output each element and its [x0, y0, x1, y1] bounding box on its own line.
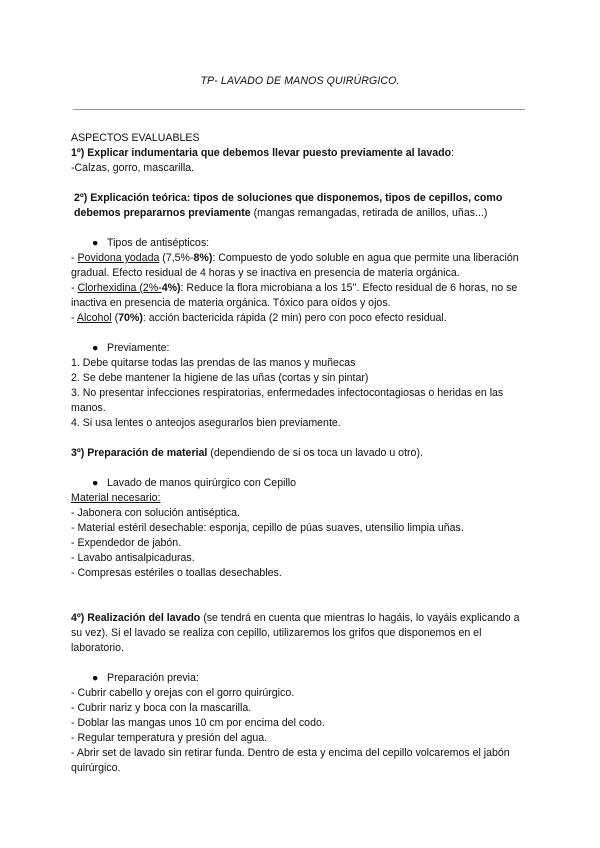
bullet-icon: ●	[92, 342, 99, 354]
document-body	[71, 131, 533, 776]
list-item: - Abrir set de lavado sin retirar funda. Dentro de esta y encima del cepillo volcaremos el jabón quirúrgico.	[71, 747, 510, 774]
bullet-previously: ● Previamente:	[92, 342, 170, 354]
section-2-heading	[71, 191, 533, 221]
material-label: Material necesario:	[71, 492, 161, 504]
list-item: - Cubrir cabello y orejas con el gorro quirúrgico.	[71, 687, 295, 699]
list-item: 3. No presentar infecciones respiratorias, enfermedades infectocontagiosas o heridas en las manos.	[71, 387, 504, 414]
bullet-icon: ●	[92, 477, 99, 489]
section-4-paren: (se tendrá en cuenta que mientras lo hagáis, lo vayáis explicando a su vez). Si el lavado se realiza con cepillo, utilizaremos los grifos que disponemos en el laboratorio.	[71, 612, 520, 654]
list-item: 2. Se debe mantener la higiene de las uñas (cortas y sin pintar)	[71, 372, 369, 384]
section-1-line: -Calzas, gorro, mascarilla.	[71, 162, 195, 174]
section-1-heading	[71, 146, 533, 161]
list-item: - Expendedor de jabón.	[71, 537, 182, 549]
list-item: 4. Si usa lentes o anteojos asegurarlos bien previamente.	[71, 417, 341, 429]
clorhexidina-name: Clorhexidina	[77, 282, 137, 294]
section-1-heading-text: 1º) Explicar indumentaria que debemos llevar puesto previamente al lavado	[71, 147, 452, 159]
list-item: - Regular temperatura y presión del agua.	[71, 732, 268, 744]
title-divider	[73, 109, 525, 110]
list-item: - Jabonera con solución antiséptica.	[71, 507, 241, 519]
list-item: - Cubrir nariz y boca con la mascarilla.	[71, 702, 252, 714]
section-4-heading-text: 4º) Realización del lavado	[71, 612, 201, 624]
section-3-heading-text: 3º) Preparación de material	[71, 447, 208, 459]
antiseptic-povidona: - Povidona yodada (7,5%-8%): Compuesto de yodo soluble en agua que permite una liberación gradual. Efecto residual de 4 horas y se inactiva en presencia de materia orgánica.	[71, 252, 519, 279]
section-2-paren: (mangas remangadas, retirada de anillos, uñas...)	[250, 207, 488, 219]
section-4-heading	[71, 611, 533, 656]
bullet-icon: ●	[92, 237, 99, 249]
aspects-heading: ASPECTOS EVALUABLES	[71, 132, 200, 144]
list-item: - Doblar las mangas unos 10 cm por encima del codo.	[71, 717, 325, 729]
bullet-antiseptic-types: ● Tipos de antisépticos:	[92, 237, 210, 249]
list-item: 1. Debe quitarse todas las prendas de las manos y muñecas	[71, 357, 356, 369]
antiseptic-alcohol: - Alcohol (70%): acción bactericida rápida (2 min) pero con poco efecto residual.	[71, 312, 447, 324]
list-item: - Compresas estériles o toallas desechables.	[71, 567, 282, 579]
section-3-paren: (dependiendo de si os toca un lavado u otro).	[207, 447, 423, 459]
section-3-heading	[71, 446, 533, 461]
list-item: - Material estéril desechable: esponja, cepillo de púas suaves, utensilio limpia uñas.	[71, 522, 464, 534]
bullet-icon: ●	[92, 672, 99, 684]
list-item: - Lavabo antisalpicaduras.	[71, 552, 195, 564]
antiseptic-clorhexidina: - Clorhexidina (2%-4%): Reduce la flora microbiana a los 15''. Efecto residual de 6 horas, no se inactiva en presencia de materia orgánica. Tóxico para oídos y ojos.	[71, 282, 518, 309]
section-1-colon: :	[451, 147, 455, 159]
bullet-brush-wash: ● Lavado de manos quirúrgico con Cepillo	[92, 477, 297, 489]
document-title: TP- LAVADO DE MANOS QUIRÚRGICO.	[200, 75, 400, 87]
bullet-prep: ● Preparación previa:	[92, 672, 199, 684]
section-2-heading-text: 2º) Explicación teórica: tipos de soluciones que disponemos, tipos de cepillos, como debemos prepararnos previamente	[74, 192, 503, 219]
alcohol-name: Alcohol	[76, 312, 112, 324]
povidona-name: Povidona yodada	[77, 252, 160, 264]
